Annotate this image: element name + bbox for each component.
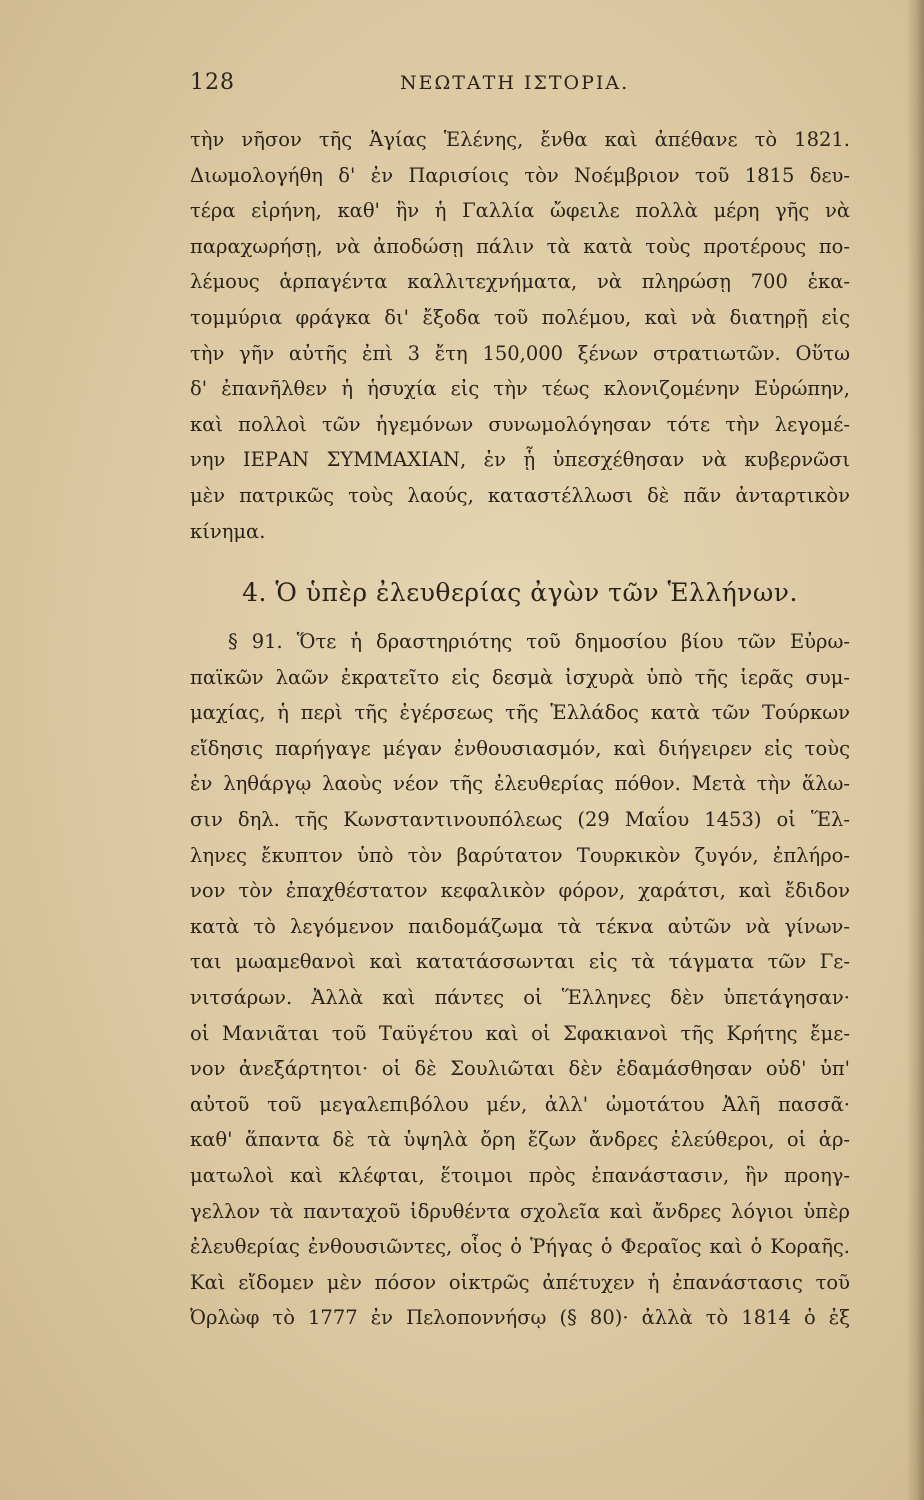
- text-line: λέμους ἁρπαγέντα καλλιτεχνήματα, νὰ πληρώσῃ 700 ἑκα-: [190, 270, 850, 294]
- text-line: παϊκῶν λαῶν ἐκρατεῖτο εἰς δεσμὰ ἰσχυρὰ ὑπὸ τῆς ἱερᾶς συμ-: [190, 665, 850, 689]
- text-line: παραχωρήσῃ, νὰ ἀποδώσῃ πάλιν τὰ κατὰ τοὺς προτέρους πο-: [190, 234, 850, 258]
- text-line: σιν δηλ. τῆς Κωνσταντινουπόλεως (29 Μαΐου 1453) οἱ Ἕλ-: [190, 807, 850, 831]
- text-line: μαχίας, ἡ περὶ τῆς ἐγέρσεως τῆς Ἑλλάδος κατὰ τῶν Τούρκων: [190, 701, 850, 725]
- text-line: ληνες ἔκυπτον ὑπὸ τὸν βαρύτατον Τουρκικὸν ζυγόν, ἐπλήρο-: [190, 843, 850, 867]
- text-line: ἐλευθερίας ἐνθουσιῶντες, οἷος ὁ Ῥήγας ὁ Φεραῖος καὶ ὁ Κοραῆς.: [190, 1235, 850, 1259]
- paragraph-greek-struggle: [190, 624, 850, 1336]
- text-line: νιτσάρων. Ἀλλὰ καὶ πάντες οἱ Ἕλληνες δὲν ὑπετάγησαν·: [190, 985, 850, 1009]
- text-line: αὐτοῦ τοῦ μεγαλεπιβόλου μέν, ἀλλ' ὠμοτάτου Ἀλῆ πασσᾶ·: [190, 1092, 850, 1116]
- page-edge-shadow: [906, 0, 924, 1500]
- text-line: κίνημα.: [190, 519, 266, 543]
- text-line: § 91. Ὅτε ἡ δραστηριότης τοῦ δημοσίου βίου τῶν Εὐρω-: [228, 630, 850, 653]
- paragraph-holy-alliance: [190, 122, 850, 549]
- text-line: ματωλοὶ καὶ κλέφται, ἕτοιμοι πρὸς ἐπανάστασιν, ἣν προηγ-: [190, 1163, 850, 1187]
- section-heading: 4. Ὁ ὑπὲρ ἐλευθερίας ἀγὼν τῶν Ἑλλήνων.: [242, 578, 798, 607]
- page-number: 128: [190, 70, 235, 95]
- text-line: Ὀρλὼφ τὸ 1777 ἐν Πελοποννήσῳ (§ 80)· ἀλλὰ τὸ 1814 ὁ ἐξ: [190, 1306, 850, 1330]
- text-line: καὶ πολλοὶ τῶν ἡγεμόνων συνωμολόγησαν τότε τὴν λεγομέ-: [190, 412, 850, 436]
- text-line: μὲν πατρικῶς τοὺς λαούς, καταστέλλωσι δὲ πᾶν ἀνταρτικὸν: [190, 483, 850, 507]
- running-title: ΝΕΩΤΑΤΗ ΙΣΤΟΡΙΑ.: [400, 72, 630, 94]
- text-line: εἴδησις παρήγαγε μέγαν ἐνθουσιασμόν, καὶ διήγειρεν εἰς τοὺς: [190, 736, 850, 760]
- text-line: νην ΙΕΡΑΝ ΣΥΜΜΑΧΙΑΝ, ἐν ᾗ ὑπεσχέθησαν νὰ κυβερνῶσι: [190, 448, 850, 472]
- page-header: [190, 70, 850, 106]
- text-line: τέρα εἰρήνη, καθ' ἣν ἡ Γαλλία ὤφειλε πολλὰ μέρη γῆς νὰ: [190, 199, 850, 223]
- text-line: νον τὸν ἐπαχθέστατον κεφαλικὸν φόρον, χαράτσι, καὶ ἔδιδον: [190, 879, 850, 903]
- text-line: κατὰ τὸ λεγόμενον παιδομάζωμα τὰ τέκνα αὐτῶν νὰ γίνων-: [190, 914, 850, 938]
- text-line: γελλον τὰ πανταχοῦ ἱδρυθέντα σχολεῖα καὶ ἄνδρες λόγιοι ὑπὲρ: [190, 1199, 850, 1223]
- text-line: ται μωαμεθανοὶ καὶ κατατάσσωνται εἰς τὰ τάγματα τῶν Γε-: [190, 950, 850, 974]
- text-line: τὴν νῆσον τῆς Ἁγίας Ἑλένης, ἔνθα καὶ ἀπέθανε τὸ 1821.: [190, 128, 850, 151]
- text-line: οἱ Μανιᾶται τοῦ Ταϋγέτου καὶ οἱ Σφακιανοὶ τῆς Κρήτης ἔμε-: [190, 1021, 850, 1045]
- text-line: δ' ἐπανῆλθεν ἡ ἡσυχία εἰς τὴν τέως κλονιζομένην Εὐρώπην,: [190, 377, 850, 401]
- text-line: Καὶ εἴδομεν μὲν πόσον οἰκτρῶς ἀπέτυχεν ἡ ἐπανάστασις τοῦ: [190, 1270, 850, 1294]
- text-line: ἐν ληθάργῳ λαοὺς νέον τῆς ἐλευθερίας πόθον. Μετὰ τὴν ἅλω-: [190, 772, 850, 796]
- text-line: καθ' ἅπαντα δὲ τὰ ὑψηλὰ ὄρη ἔζων ἄνδρες ἐλεύθεροι, οἱ ἁρ-: [190, 1128, 850, 1152]
- text-line: τὴν γῆν αὐτῆς ἐπὶ 3 ἔτη 150,000 ξένων στρατιωτῶν. Οὕτω: [190, 341, 850, 365]
- text-line: Διωμολογήθη δ' ἐν Παρισίοις τὸν Νοέμβριον τοῦ 1815 δευ-: [190, 163, 850, 187]
- text-line: νον ἀνεξάρτητοι· οἱ δὲ Σουλιῶται δὲν ἐδαμάσθησαν οὐδ' ὑπ': [190, 1057, 850, 1081]
- text-line: τομμύρια φράγκα δι' ἔξοδα τοῦ πολέμου, καὶ νὰ διατηρῇ εἰς: [190, 305, 850, 329]
